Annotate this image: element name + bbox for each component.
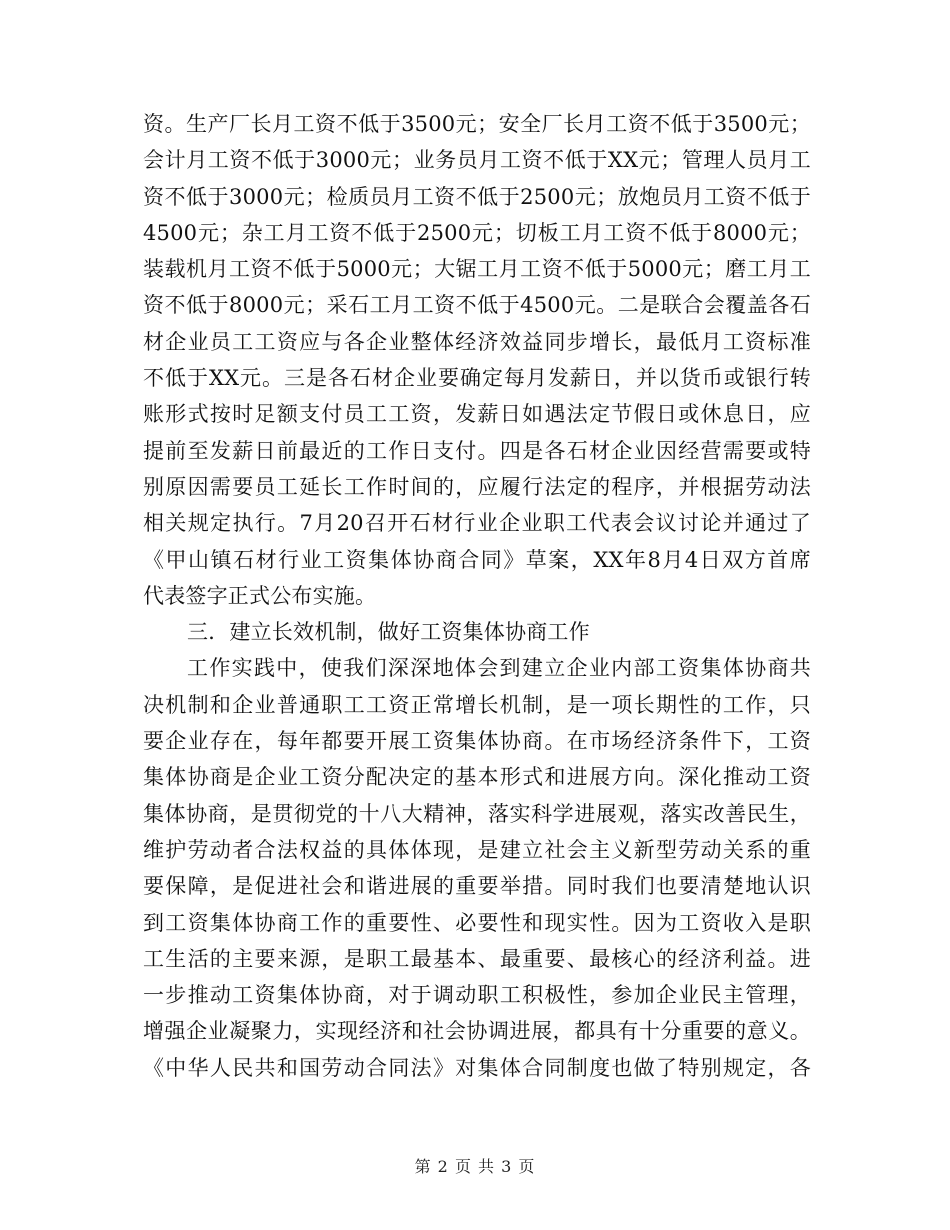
- text-line: 材企业员工工资应与各企业整体经济效益同步增长，最低月工资标准: [143, 329, 811, 354]
- text-line: 《甲山镇石材行业工资集体协商合同》草案，XX年8月4日双方首席: [143, 547, 811, 572]
- text-line: 维护劳动者合法权益的具体体现，是建立社会主义新型劳动关系的重: [143, 837, 811, 862]
- text-line: 不低于XX元。三是各石材企业要确定每月发薪日，并以货币或银行转: [143, 366, 811, 391]
- text-line: 会计月工资不低于3000元；业务员月工资不低于XX元；管理人员月工: [143, 148, 811, 173]
- text-line: 增强企业凝聚力，实现经济和社会协调进展，都具有十分重要的意义。: [143, 1019, 811, 1044]
- text-line: 到工资集体协商工作的重要性、必要性和现实性。因为工资收入是职: [143, 910, 811, 935]
- document-body: [143, 106, 811, 1086]
- text-line: 提前至发薪日前最近的工作日支付。四是各石材企业因经营需要或特: [143, 438, 811, 463]
- text-line: 别原因需要员工延长工作时间的，应履行法定的程序，并根据劳动法: [143, 474, 811, 499]
- text-line: 集体协商，是贯彻党的十八大精神，落实科学进展观，落实改善民生，: [143, 801, 811, 826]
- text-line: 要企业存在，每年都要开展工资集体协商。在市场经济条件下，工资: [143, 729, 811, 754]
- text-line: 集体协商是企业工资分配决定的基本形式和进展方向。深化推动工资: [143, 765, 811, 790]
- text-line: 装载机月工资不低于5000元；大锯工月工资不低于5000元；磨工月工: [143, 257, 811, 282]
- page-number-footer: 第 2 页 共 3 页: [414, 1157, 536, 1176]
- text-line: 资。生产厂长月工资不低于3500元；安全厂长月工资不低于3500元；: [143, 112, 811, 136]
- text-line: 决机制和企业普通职工工资正常增长机制，是一项长期性的工作，只: [143, 692, 811, 717]
- text-line: 4500元；杂工月工资不低于2500元；切板工月工资不低于8000元；: [143, 220, 811, 245]
- text-line: 代表签字正式公布实施。: [143, 583, 377, 608]
- text-line: 要保障，是促进社会和谐进展的重要举措。同时我们也要清楚地认识: [143, 874, 811, 899]
- text-line: 资不低于3000元；检质员月工资不低于2500元；放炮员月工资不低于: [143, 184, 811, 209]
- text-line: 资不低于8000元；采石工月工资不低于4500元。二是联合会覆盖各石: [143, 293, 811, 318]
- text-line: 《中华人民共和国劳动合同法》对集体合同制度也做了特别规定，各: [143, 1055, 811, 1080]
- text-line: 相关规定执行。7月20召开石材行业企业职工代表会议讨论并通过了: [143, 511, 811, 536]
- text-line: 一步推动工资集体协商，对于调动职工积极性，参加企业民主管理，: [143, 983, 811, 1008]
- text-line: 工生活的主要来源，是职工最基本、最重要、最核心的经济利益。进: [143, 946, 811, 971]
- text-line: 工作实践中，使我们深深地体会到建立企业内部工资集体协商共: [187, 656, 811, 681]
- text-line: 账形式按时足额支付员工工资，发薪日如遇法定节假日或休息日，应: [143, 402, 811, 427]
- section-heading: 三．建立长效机制，做好工资集体协商工作: [187, 620, 590, 645]
